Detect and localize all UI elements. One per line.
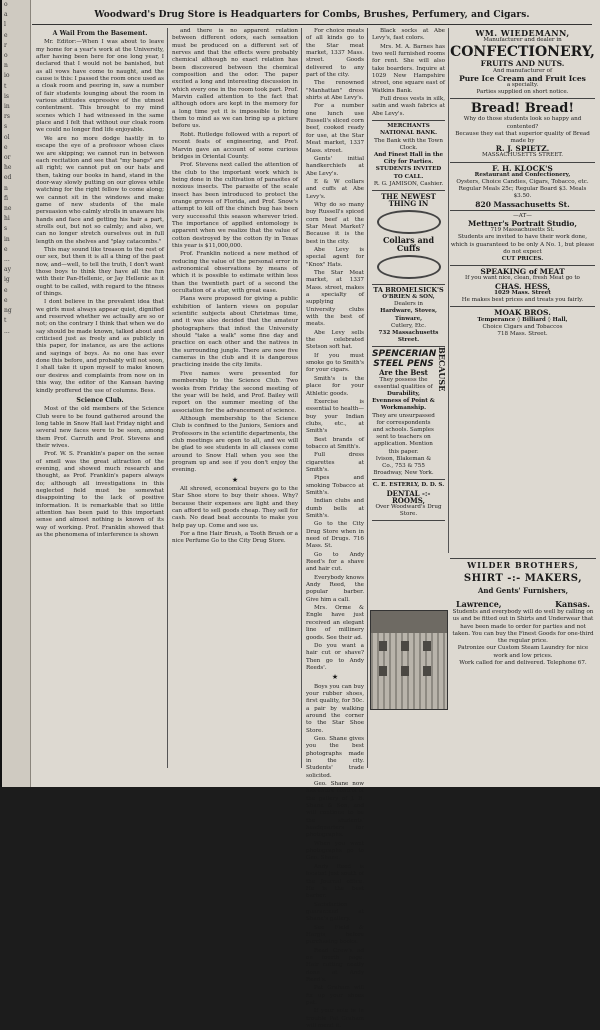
column-rule bbox=[448, 28, 449, 553]
gutter-fragment: e bbox=[4, 286, 8, 294]
bank-title: MERCHANTS NATIONAL BANK. bbox=[379, 123, 438, 137]
store-building-illustration bbox=[370, 610, 448, 710]
wilder-title: WILDER BROTHERS, bbox=[467, 560, 579, 570]
local-item: Smith's is the place for your Athletic goods. bbox=[306, 375, 364, 397]
klock-name: F. H. KLOCK'S bbox=[492, 163, 553, 173]
article-paragraph: Mr. Editor:—When I was about to leave my home for a year's work at the University, after having been here for one long year, I declared that I would not be banished, but as all vows have come to naught, and the cause is this: I passed the room once used as a cloak room and peering in, saw a number of fair students lounging about the room in various attitudes expressive of the utmost contentment. This brought to my mind scenes which I had witnessed in the same place and I felt that without our cloak room we could no longer find life enjoyable. bbox=[36, 39, 164, 134]
pens-name: SPENCERIAN STEEL PENS bbox=[372, 349, 437, 370]
article-paragraph: Most of the old members of the Science Club were to be found gathered around the long table in Snow Hall last Friday night and several new faces were to be seen, among them Prof. Carruth and Prof. Stevens and their wives. bbox=[36, 406, 164, 449]
article-paragraph: Although membership to the Science Club is confined to the Juniors, Seniors and Professors in the scientific departments, the club meetings are open to all, and we will be glad to see students in all classes come around to Snow Hall when you see the program up and see if you don't enjoy the evening. bbox=[172, 415, 298, 474]
local-item: The renowned "Manhattan" dress shirts at Abe Levy's. bbox=[306, 80, 364, 102]
cream-line: Pure Ice Cream and Fruit Ices bbox=[459, 73, 586, 83]
collars-ad bbox=[372, 191, 445, 284]
article-paragraph: and there is no apparent relation between different odors, each sensation must be produced on a different set of nerves and that the effects were probably chemical although no exact relation has been discovered between the chemical composition and the odor. The paper excited a long and interesting discussion in which every one in the room took part. Prof. Marvin called attention to the fact that although odors are kept in the memory for a long time yet it is impossible to bring them to mind as we can bring up a picture before us. bbox=[172, 28, 298, 130]
local-item: For a number one lunch use Russell's sliced corn beef, cooked ready for use, at the Star Meat market, 1337 Mass. street. bbox=[306, 103, 364, 154]
gutter-fragment: ng bbox=[4, 307, 12, 315]
article-paragraph: Prof. Franklin noticed a new method of reducing the value of the personal error in astronomical observations by means of which it is possible to estimate within less than the twentieth part of a second the occultation of a star, with great ease. bbox=[172, 251, 298, 295]
local-item: For choice meats of all kinds go to the Star meat market, 1337 Mass. street. Goods delivered to any part of the city. bbox=[306, 28, 364, 79]
gutter-fragment: ne bbox=[4, 205, 12, 213]
spietz-name: R. J. SPIETZ. bbox=[495, 144, 550, 154]
moak-sub: Temperance ◊ Billiard ◊ Hall, bbox=[477, 316, 568, 323]
klock-ad bbox=[450, 163, 595, 211]
specialty-line: a specialty. bbox=[506, 82, 539, 89]
pens-text-4: Ivison, Blakeman & Co., 753 & 755 Broadway, New York. bbox=[373, 455, 434, 477]
gutter-fragment: ol bbox=[4, 133, 10, 141]
building-window bbox=[401, 641, 409, 651]
gutter-fragment: e bbox=[4, 245, 8, 253]
column-rule bbox=[167, 28, 168, 768]
article-paragraph: I dont believe in the prevalent idea that we girls must always appear quiet, dignified and reserved whether we actually are so or not; on the contrary I think that when we do say should be made known, talked about and criticised just as freely and as publicly in this paper, for instance, as are the actions and sayings of boys. As no one has ever done this before, and probably will not soon, I shall take it upon myself to make known our desires and complaints from now on in this way, the editor of the Kansan having kindly proffered the use of columns. Bess. bbox=[36, 299, 164, 394]
gutter-fragment: ... bbox=[4, 256, 10, 264]
confectionery-heading: CONFECTIONERY, bbox=[450, 44, 595, 61]
separator-star: ★ bbox=[331, 673, 339, 682]
gutter-fragment: n bbox=[4, 62, 8, 70]
local-item: Full dress vests in silk, satin and wash fabrics at Abe Levy's. bbox=[372, 96, 445, 117]
collar-illustration bbox=[377, 210, 441, 234]
wilder-text-3: Work called for and delivered. Telephone 67. bbox=[459, 660, 587, 667]
local-item: Why do so many buy Russell's spiced corn beef at the Star Meat Market? Because it is the best in the city. bbox=[306, 201, 364, 245]
gutter-fragment: n bbox=[4, 184, 8, 192]
local-item: If your sole is in trouble Pat Graham will mend it. bbox=[306, 1008, 364, 1030]
pens-text-3: They are unsurpassed for correspondents and schools. Samples sent to teachers on application. Mention this paper. bbox=[372, 412, 435, 455]
gutter-fragment: in bbox=[4, 235, 10, 243]
bread-text-2: Because they eat that superior quality of Bread made by bbox=[455, 130, 590, 145]
article-paragraph: This may sound like treason to the rest of our sex, but then it is all a thing of the past now, and—well, to tell the truth, I don't want those boys to think they have all the fun with their Pan-Hellenic, or Jay Hellenic as it ought to be called, with regard to the fitness of things. bbox=[36, 246, 164, 298]
dentist-location: Over Woodward's Drug Store. bbox=[375, 504, 442, 518]
wiedemann-name: WM. WIEDEMANN, bbox=[475, 28, 570, 38]
pens-text-2: Durability, Evenness of Point & Workmanship. bbox=[372, 391, 435, 412]
local-item: Go to Andy Reed's for a shave and hair cut. bbox=[306, 551, 364, 573]
bread-heading: Bread! Bread! bbox=[470, 101, 575, 117]
separator-star: ★ bbox=[231, 475, 239, 484]
article-paragraph: Robt. Rutledge followed with a report of recent feats of engineering, and Prof. Marvin gave an account of some curious bridges in Oriental County. bbox=[172, 131, 298, 160]
right-column-ads bbox=[450, 28, 595, 548]
fruits-line: FRUITS AND NUTS. bbox=[480, 59, 565, 69]
moak-ad bbox=[450, 307, 595, 340]
at-line: —AT— bbox=[513, 212, 532, 219]
meat-ad bbox=[450, 266, 595, 307]
newspaper-page bbox=[2, 0, 600, 1030]
cut-prices: CUT PRICES. bbox=[501, 256, 544, 263]
article-paragraph: For a fine Hair Brush, a Tooth Brush or a nice Perfume Go to the City Drug Store. bbox=[172, 531, 298, 545]
furnishers-line: And Gents' Furnishers, bbox=[477, 586, 569, 595]
local-item: Do you want a hair cut or shave? Then go to Andy Reeds'. bbox=[306, 642, 364, 671]
column-rule bbox=[301, 28, 302, 768]
bank-line: And Finest Hall in the City for Parties. bbox=[373, 151, 444, 166]
meat-heading: SPEAKING of MEAT bbox=[480, 267, 565, 277]
bread-ad bbox=[450, 99, 595, 162]
gutter-fragment: r bbox=[4, 41, 7, 49]
local-item: Indian clubs and dumb bells at Smith's. bbox=[306, 498, 364, 519]
collars-label: Collars and Cuffs bbox=[382, 235, 435, 253]
wiedemann-sub: Manufacturer and dealer in bbox=[483, 37, 562, 44]
local-item: Gents' initial handkerchiefs at Abe Levy's. bbox=[306, 155, 364, 177]
local-item: Best brands of tobacco at Smith's. bbox=[306, 436, 364, 450]
bread-text: Why do those students look so happy and contented? bbox=[463, 116, 582, 130]
building-window bbox=[423, 641, 431, 651]
building-window bbox=[401, 666, 409, 676]
gutter-fragment: t bbox=[4, 82, 7, 90]
gutter-fragment: s bbox=[4, 225, 8, 233]
gutter-fragment: is bbox=[4, 92, 9, 100]
local-item: Satisfaction guaranteed at Shane's gallery. bbox=[306, 901, 364, 923]
column-2 bbox=[169, 28, 301, 763]
wilder-text-2: Patronize our Custom Steam Laundry for nice work and low prices. bbox=[457, 645, 589, 659]
hardware-address: 732 Massachusetts Street. bbox=[378, 329, 439, 344]
meat-text: If you want nice, clean, fresh Meat go to bbox=[465, 275, 580, 282]
pens-best: Are the Best bbox=[379, 368, 428, 378]
hardware-dealers: Dealers in bbox=[394, 301, 423, 308]
wilder-text-1: Students and everybody will do well by calling on us and be fitted out in Shirts and Underwear that have been made to order for parties and not taken. You can buy the Finest Goods for one-third the regular price. bbox=[452, 609, 594, 645]
parties-line: Parties supplied on short notice. bbox=[476, 89, 569, 96]
gutter-fragment: t bbox=[4, 317, 7, 325]
bank-sub: The Bank with the Town Clock. bbox=[374, 137, 443, 151]
klock-address: 820 Massachusetts St. bbox=[475, 199, 570, 209]
hardware-line2: O'BRIEN & SON, bbox=[382, 293, 435, 300]
local-item: If you must smoke go to Smith's for your cigars. bbox=[306, 352, 364, 374]
location-left: Lawrence, bbox=[456, 599, 502, 609]
gutter-fragment: o bbox=[4, 1, 8, 8]
local-item: When you want photographs go to Geo. Shane. bbox=[306, 840, 364, 862]
article-heading: A Wail From the Basement. bbox=[52, 30, 148, 37]
gutter-fragment: ... bbox=[4, 327, 10, 335]
gutter-fragment: ig bbox=[4, 276, 10, 284]
gutter-fragment: hi bbox=[4, 215, 10, 223]
klock-meals: Regular Meals 25c; Regular Board $3. Meals $3.50. bbox=[458, 186, 587, 200]
gutter-fragment: s bbox=[4, 123, 8, 131]
hess-name: CHAS. HESS, bbox=[494, 281, 551, 291]
bank-officers: R. G. JAMISON, Cashier. bbox=[373, 180, 444, 187]
hardware-goods: Hardware, Stoves, Tinware, bbox=[380, 308, 437, 322]
collars-title: THE NEWEST THING IN bbox=[381, 191, 436, 209]
article-paragraph: All shrewd, economical buyers go to the Star Shoe store to buy their shoes. Why? because their expenses are light and they can afford to sell goods cheap. They sell for cash. No dead beat accounts to make you help pay up. Come and see us. bbox=[172, 485, 298, 529]
local-item: Read Crew's ad on fourth page. Hair cutting neatly done at Andy Reed's. bbox=[306, 947, 364, 983]
local-item: Everybody knows Andy Reed, the popular barber. Give him a call. bbox=[306, 574, 364, 603]
local-item: See Field & Hargis, before purchasing books. bbox=[306, 924, 364, 946]
gutter-fragment: o bbox=[4, 52, 8, 60]
hardware-goods2: Cutlery, Etc. bbox=[390, 322, 427, 329]
local-item: Go to the City Drug Store when in need of Drugs. 716 Mass. St. bbox=[306, 521, 364, 550]
gutter-fragment: l bbox=[4, 21, 6, 29]
local-item: Andy Reed is located just south of the Journal office. He is the best barber. bbox=[306, 863, 364, 900]
local-item: Black socks at Abe Levy's, fast colors. bbox=[372, 28, 445, 42]
column-1 bbox=[33, 28, 167, 763]
hardware-ad bbox=[372, 284, 445, 348]
gutter-fragment: in bbox=[4, 103, 10, 111]
article-paragraph: We are no more dodge hastily in to escape the eye of a professor whose class we are skipping; we cannot run in between each recitation and see that "my bangs" are all right; we cannot put on our hats and then, taking our books in hand, stand in the door-way slowly putting on our gloves while watching for the right fellow to come along; we cannot sit in the windows and make game of new students of the male persuasion who calmly strolls in unaware his hands and face and getting his hair a part, strolls out, but not so calmly; and also, we can no longer stretch ourselves out in full length on the shelves and "play catacombs." bbox=[36, 135, 164, 245]
masthead: Woodward's Drug Store is Headquarters for Combs, Brushes, Perfumery, and Cigars. bbox=[32, 10, 592, 25]
moak-address: 718 Mass. Street. bbox=[497, 330, 548, 337]
gutter-fragment: he bbox=[4, 164, 12, 172]
bank-ad bbox=[372, 120, 445, 191]
gutter-fragment: ed bbox=[4, 174, 12, 182]
gutter-fragment: a bbox=[4, 11, 8, 19]
wiedemann-ad bbox=[450, 28, 595, 99]
left-page-gutter bbox=[2, 0, 31, 787]
gutter-fragment: io bbox=[4, 72, 10, 80]
moak-name: MOAK BROS. bbox=[494, 308, 551, 318]
gutter-fragment: e bbox=[4, 296, 8, 304]
klock-sub: Restaurant and Confectionery, bbox=[474, 171, 571, 178]
local-item: The Star Meat market, at 1337 Mass. street, makes a specialty of supplying University clubs with the best of meats. bbox=[306, 270, 364, 328]
article-paragraph: Plans were proposed for giving a public exhibition of lantern views on popular scientific subjects about Christmas time, and it was also decided that the amateur photographers that infest the University should "take a walk" some fine day and practice on each other and the natives in the surrounding jungle. There are now five cameras in the club and it is dangerous practicing inside the city limits. bbox=[172, 296, 298, 369]
building-roof bbox=[371, 611, 447, 633]
location-right: Kansas. bbox=[555, 599, 590, 609]
gutter-fragment: fi bbox=[4, 194, 9, 202]
wilder-text bbox=[452, 609, 594, 667]
manuf-line: And manufacturer of bbox=[492, 67, 553, 74]
local-item: Mrs. M. A. Barnes has two well furnished rooms for rent. She will also take boarders. Inquire at 1029 New Hampshire street, one square east of Watkins Bank. bbox=[372, 43, 445, 94]
pens-side: BECAUSE bbox=[437, 347, 447, 392]
building-window bbox=[423, 666, 431, 676]
mettner-ad bbox=[450, 211, 595, 266]
local-item: Abe Levy sells the celebrated Stetson soft hat. bbox=[306, 329, 364, 351]
local-item: E & W collars and cuffs at Abe Levy's. bbox=[306, 178, 364, 200]
local-item: Boys you can buy your rubber shoes, first quality, for 50c. a pair by walking around the corner to the Star Shoe Store. bbox=[306, 683, 364, 734]
gutter-fragment: e bbox=[4, 143, 8, 151]
local-item: Abe Levy is special agent for "Knox" Hats. bbox=[306, 246, 364, 268]
local-item: Geo. Shane now has entire control of the gallery of J. B. Shane & Son, and will continue to be the students' headquarters for photographs. bbox=[306, 781, 364, 839]
mettner-address: 719 Massachusetts St. bbox=[490, 227, 555, 234]
pens-ad bbox=[372, 347, 445, 479]
gutter-fragment: ay bbox=[4, 266, 11, 274]
dentist-rooms: DENTAL -:- ROOMS, bbox=[386, 488, 431, 505]
mettner-text: Students are invited to have their work done, which is guaranteed to be only A No. 1, but please do not expect bbox=[450, 234, 595, 255]
article-paragraph: Five names were presented for membership to the Science Club. Two weeks from Friday the second meeting of the year will be held, and Prof. Bailey will report on the summer meeting of the association for the advancement of science. bbox=[172, 370, 298, 414]
wilder-brothers-ad bbox=[450, 558, 596, 769]
local-item: Geo. Shane gives you the best photographs made in the city. Students' trade solicited. bbox=[306, 735, 364, 779]
moak-text: Choice Cigars and Tobaccos bbox=[482, 323, 563, 330]
local-item: Mrs. Orme & Engle have just received an elegant line of millinery goods. See their ad. bbox=[306, 605, 364, 641]
local-item: Pat Graham will fix up your shoes pat. bbox=[306, 985, 364, 1006]
column-3-text bbox=[303, 28, 367, 1030]
cuff-illustration bbox=[377, 255, 441, 279]
article-heading: Science Club. bbox=[76, 396, 124, 404]
article-paragraph: Prof. Stevens next called the attention of the club to the important work which is being done in the cultivation of parasites of noxious insects. The parasite of the scale insect has been introduced to protect the orange groves of Florida, and Prof. Snow's attempt to kill off the chinch bug has been very successful this season wherever tried. The importance of applied entomology is apparent when we realize that the value of cotton destroyed by the cotton fly in Texas this year is $11,000,000. bbox=[172, 162, 298, 249]
building-window bbox=[379, 641, 387, 651]
hardware-line1: TA BROMELSICK'S bbox=[373, 285, 444, 294]
shirt-makers-heading: SHIRT -:- MAKERS, bbox=[463, 573, 583, 584]
article-paragraph: Prof. W. S. Franklin's paper on the sense of smell was the great attraction of the evening, and showed much research and thought, as Prof. Franklin's papers always do; although all investigations in this neglected field must be somewhat disappointing to the lack of positive information. It is remarkable that so little attention has been paid to this important sense and almost nothing is known of its way of working. Prof. Franklin showed that as the phenomena of interference is shown bbox=[36, 451, 164, 539]
bank-invite: STUDENTS INVITED TO CALL. bbox=[375, 166, 442, 180]
local-item: Exercise is essential to health—buy your Indian clubs, etc., at Smith's bbox=[306, 398, 364, 435]
building-window bbox=[379, 666, 387, 676]
dentist-name: C. E. ESTERLY, D. D. S. bbox=[372, 482, 445, 489]
klock-text: Oysters, Choice Candies, Cigars, Tobacco, etc. bbox=[456, 179, 589, 186]
gutter-fragment: rs bbox=[4, 113, 10, 121]
location-line bbox=[450, 597, 596, 609]
hess-address: 1029 Mass. Street bbox=[494, 289, 551, 296]
dentist-ad bbox=[372, 479, 445, 521]
gutter-fragment: e bbox=[4, 31, 8, 39]
mettner-name: Mettner's Portrait Studio, bbox=[468, 219, 577, 229]
local-item: Pipes and smoking Tobacco at Smith's. bbox=[306, 475, 364, 496]
local-item: Full dress cigarettes at Smith's. bbox=[306, 452, 364, 473]
spietz-street: MASSACHUSETTS STREET. bbox=[482, 152, 563, 159]
hess-text: He makes best prices and treats you fairly. bbox=[461, 297, 584, 304]
pens-text-1: They possess the essential qualities of bbox=[374, 376, 433, 390]
gutter-fragment: or bbox=[4, 154, 11, 162]
